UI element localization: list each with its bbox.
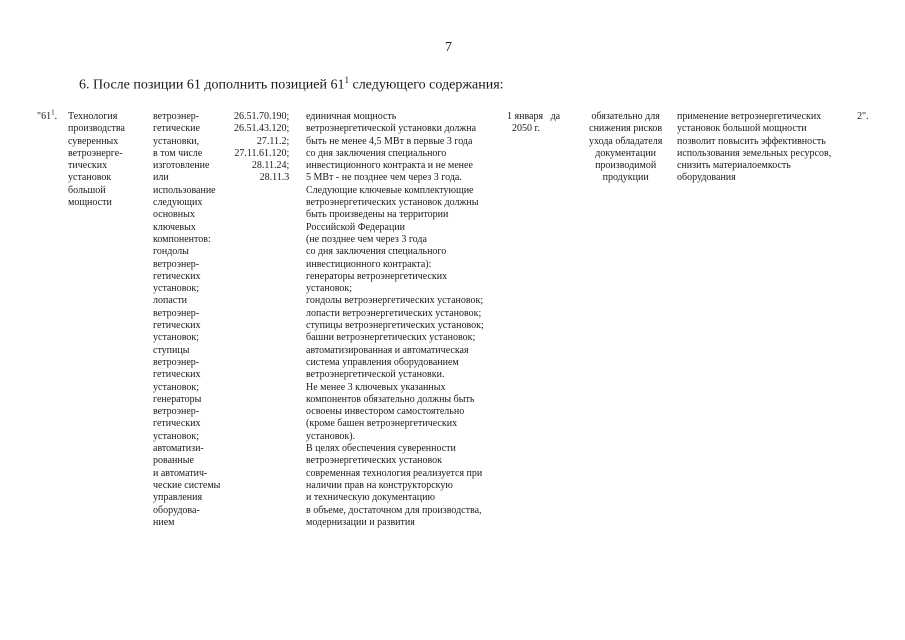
- heading-text: 6. После позиции 61 дополнить позицией 61: [79, 77, 345, 93]
- technology-cell: Технология производства суверенных ветроэнерге- тических установок большой мощности: [68, 111, 125, 209]
- end-mark: 2".: [857, 111, 869, 122]
- row-number-suffix: .: [54, 111, 58, 122]
- row-number-superscript: 1: [51, 108, 55, 117]
- products-cell: ветроэнер- гетические установки, в том числе изготовление или использование следующих основных ключевых компонентов: гондолы ветроэнер- гетических установок; лопасти ветроэнер- гетических установок; ступицы ветроэнер- гетических установок; генераторы ветроэнер- гетических установок; автоматизи- рованные и автоматич- ческие системы управления оборудова- нием: [153, 111, 221, 528]
- row-number: [37, 108, 58, 123]
- heading-superscript: 1: [344, 75, 349, 85]
- codes-cell: 26.51.70.190; 26.51.43.120; 27.11.2; 27.11.61.120; 28.11.24; 28.11.3: [234, 111, 290, 184]
- obligation-cell: обязательно для снижения рисков ухода обладателя документации производимой продукции: [589, 111, 663, 184]
- requirements-cell: единичная мощность ветроэнергетической установки должна быть не менее 4,5 МВт в первые 3 года со дня заключения специального инвестиционного контракта и не менее 5 МВт - не позднее чем через 3 года. Следующие ключевые комплектующие ветроэнергетических установок должны быть произведены на территории Российской Федерации (не позднее чем через 3 года со дня заключения специального инвестиционного контракта): генераторы ветроэнергетических установок; гондолы ветроэнергетических установок; лопасти ветроэнергетических установок; ступицы ветроэнергетических установок; башни ветроэнергетических установок; автоматизированная и автоматическая система управления оборудованием ветроэнергетической установки. Не менее 3 ключевых указанных компонентов обязательно должны быть освоены инвестором самостоятельно (кроме башен ветроэнергетических установок). В целях обеспечения суверенности ветроэнергетических установок современная технология реализуется при наличии прав на конструкторскую и техническую документацию в объеме, достаточном для производства, модернизации и развития: [306, 111, 484, 528]
- effect-cell: применение ветроэнергетических установок большой мощности позволит повысить эффективность использования земельных ресурсов, снизить материалоемкость оборудования: [677, 111, 832, 184]
- date-cell: 1 января да 2050 г.: [507, 111, 561, 135]
- row-number-prefix: "61: [37, 111, 52, 122]
- amendment-heading: [79, 75, 504, 94]
- heading-text-end: следующего содержания:: [348, 77, 504, 93]
- page-number: 7: [445, 40, 452, 55]
